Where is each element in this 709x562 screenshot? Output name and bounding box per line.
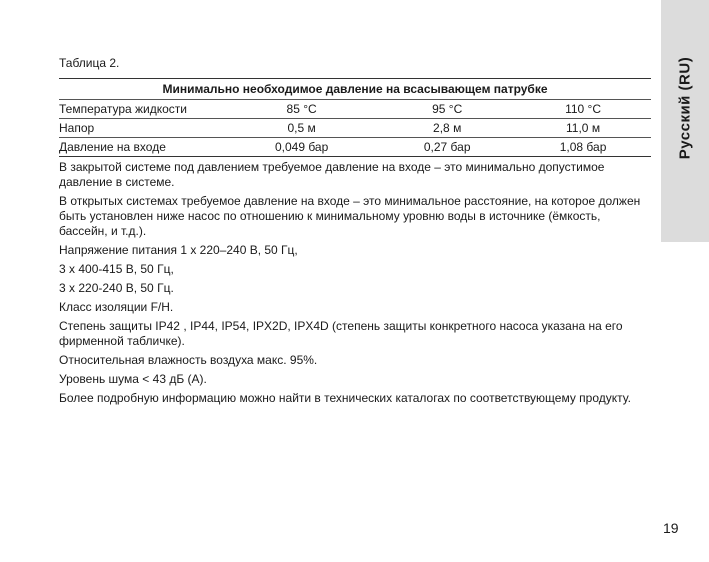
paragraph-insulation-class: Класс изоляции F/H.	[59, 300, 174, 314]
page-number: 19	[663, 520, 679, 536]
paragraph-noise-level: Уровень шума < 43 дБ (A).	[59, 372, 207, 386]
table-cell: 11,0 м	[515, 119, 651, 138]
language-tab	[661, 0, 709, 242]
paragraph-open-system: В открытых системах требуемое давление на входе – это минимальное расстояние, на которое должен быть установлен ниже насос по отношению к минимальному уровню воды в источнике (ёмкость, бассейн, и т.д.).	[59, 194, 641, 238]
paragraph-enclosure-class: Степень защиты IP42 , IP44, IP54, IPX2D, IPX4D (степень защиты конкретного насоса указана на его фирменной табличке).	[59, 319, 623, 348]
table-cell: 110 °C	[515, 100, 651, 119]
table-row-label: Давление на входе	[59, 138, 224, 157]
table-cell: 2,8 м	[379, 119, 515, 138]
table-row-temperature	[59, 100, 651, 119]
table-cell: 0,5 м	[224, 119, 379, 138]
table-cell: 1,08 бар	[515, 138, 651, 157]
paragraph-more-info: Более подробную информацию можно найти в технических каталогах по соответствующему продукту.	[59, 391, 631, 405]
table-row-inlet-pressure	[59, 138, 651, 157]
table-row-label: Температура жидкости	[59, 100, 224, 119]
paragraph-closed-system: В закрытой системе под давлением требуемое давление на входе – это минимально допустимое давление в системе.	[59, 160, 605, 189]
table-caption: Таблица 2.	[59, 56, 120, 70]
table-cell: 85 °C	[224, 100, 379, 119]
paragraph-voltage-3: 3 x 220-240 В, 50 Гц.	[59, 281, 174, 295]
table-row-head	[59, 119, 651, 138]
page-content	[59, 56, 651, 406]
table-cell: 0,049 бар	[224, 138, 379, 157]
table-header: Минимально необходимое давление на всасывающем патрубке	[59, 79, 651, 100]
paragraph-voltage-1: Напряжение питания 1 x 220–240 В, 50 Гц,	[59, 243, 298, 257]
paragraph-humidity: Относительная влажность воздуха макс. 95%.	[59, 353, 318, 367]
paragraph-voltage-2: 3 x 400-415 В, 50 Гц,	[59, 262, 174, 276]
table-header-row	[59, 79, 651, 100]
pressure-table	[59, 78, 651, 157]
table-cell: 95 °C	[379, 100, 515, 119]
language-tab-label: Русский (RU)	[676, 56, 694, 160]
table-cell: 0,27 бар	[379, 138, 515, 157]
table-row-label: Напор	[59, 119, 224, 138]
